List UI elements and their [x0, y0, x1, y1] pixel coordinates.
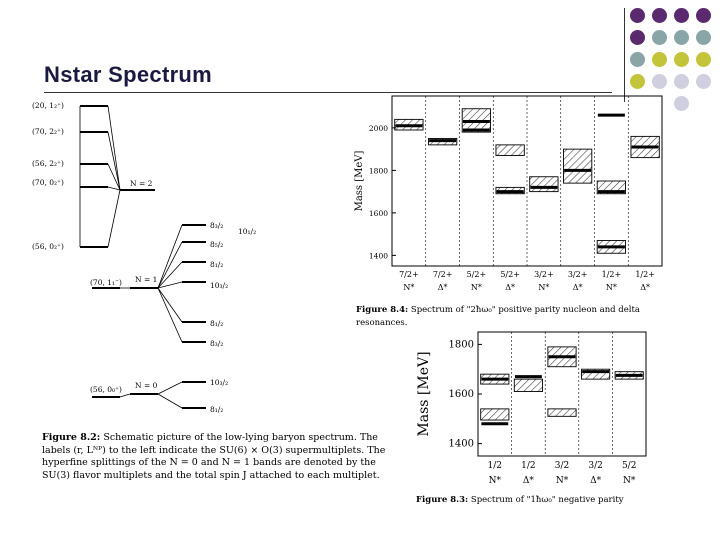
baryon-label: N*	[470, 283, 482, 292]
baryon-label: N*	[555, 476, 569, 486]
decor-dot	[696, 52, 711, 67]
experiment-box	[563, 149, 591, 183]
x-tick-label: 3/2	[554, 461, 570, 471]
y-tick-label: 1400	[368, 251, 388, 261]
fig82-n1-r5: 8₁/₂	[210, 319, 224, 328]
baryon-label: N*	[403, 283, 415, 292]
fig82-caption	[42, 432, 398, 482]
y-tick-label: 1800	[448, 339, 474, 351]
fig83-chart	[412, 326, 654, 494]
x-tick-label: 3/2+	[534, 270, 554, 279]
decor-dot	[696, 30, 711, 45]
fig82-n1-r6: 8₃/₂	[210, 339, 224, 348]
fig83-caption	[416, 494, 676, 507]
x-tick-label: 3/2+	[567, 270, 588, 279]
y-tick-label: 1600	[448, 389, 474, 400]
y-tick-label: 1400	[448, 438, 474, 450]
baryon-label: Δ*	[505, 283, 516, 292]
fig82-label-20: (20, 1₂⁺)	[32, 101, 64, 110]
x-tick-label: 5/2+	[466, 270, 487, 279]
x-tick-label: 7/2+	[399, 270, 419, 279]
decor-dot	[674, 30, 689, 45]
decor-dot	[652, 30, 667, 45]
decor-dot	[630, 52, 645, 67]
baryon-label: Δ*	[640, 283, 651, 292]
fig82-label-70-2: (70, 2₂⁺)	[32, 127, 64, 136]
fig82-n1-r2: 8₅/₂	[210, 240, 224, 249]
fig82-n0-r1: 8₁/₂	[210, 405, 224, 414]
experiment-box	[530, 177, 558, 192]
fig82-label-n2: N = 2	[130, 179, 153, 188]
baryon-label: Δ*	[572, 283, 583, 292]
y-tick-label: 1800	[368, 166, 388, 176]
decor-dot	[652, 52, 667, 67]
fig82-n0-r0: 10₃/₂	[210, 378, 229, 387]
y-axis-label: Mass [MeV]	[354, 150, 365, 212]
fig82-label-56-0: (56, 0₂⁺)	[32, 242, 64, 251]
decor-vertical-rule	[624, 8, 625, 102]
baryon-label: Δ*	[522, 476, 534, 486]
baryon-label: N*	[623, 476, 636, 486]
x-tick-label: 1/2+	[635, 270, 655, 279]
fig83-caption-label: Figure 8.3:	[416, 495, 469, 505]
x-tick-label: 1/2+	[601, 270, 622, 279]
decor-dot	[652, 74, 667, 89]
baryon-label: N*	[538, 283, 550, 292]
x-tick-label: 7/2+	[432, 270, 453, 279]
x-tick-label: 1/2	[521, 461, 536, 471]
fig82-label-70-1: (70, 1₁⁻)	[90, 278, 122, 287]
decor-dot	[652, 8, 667, 23]
fig84-caption-label: Figure 8.4:	[356, 305, 409, 315]
decor-dot	[674, 96, 689, 111]
fig83-caption-text: Spectrum of "1ħω₀" negative parity	[470, 495, 624, 505]
x-tick-label: 5/2+	[500, 270, 520, 279]
fig82-n1-r0: 8₃/₂	[210, 221, 224, 230]
slide-title: Nstar Spectrum	[44, 62, 213, 87]
experiment-box	[514, 379, 542, 391]
x-tick-label: 5/2	[621, 461, 637, 471]
fig82-label-70-0: (70, 0₂⁺)	[32, 178, 64, 187]
decor-dot	[696, 74, 711, 89]
x-tick-label: 3/2	[588, 461, 603, 471]
baryon-label: Δ*	[437, 283, 448, 292]
experiment-box	[496, 145, 524, 156]
decor-dot	[696, 8, 711, 23]
decor-dot	[630, 8, 645, 23]
y-tick-label: 2000	[368, 123, 388, 133]
decor-dot	[630, 74, 645, 89]
experiment-box	[481, 409, 509, 420]
fig82-label-56-0-ground: (56, 0₀⁺)	[90, 385, 122, 394]
fig82-n1-r1: 10₁/₂	[238, 227, 257, 236]
experiment-box	[548, 409, 576, 416]
x-tick-label: 1/2	[487, 461, 503, 471]
baryon-label: N*	[605, 283, 617, 292]
y-tick-label: 1600	[368, 208, 388, 218]
fig82-n1-r3: 8₁/₂	[210, 260, 224, 269]
fig84-caption-text: Spectrum of "2ħω₀" positive parity nucleon and delta resonances.	[356, 305, 640, 328]
fig82-caption-label: Figure 8.2:	[42, 432, 101, 443]
fig82-n1-r4: 10₃/₂	[210, 281, 229, 290]
fig82-label-56-2: (56, 2₂⁺)	[32, 159, 64, 168]
decor-dot	[674, 52, 689, 67]
fig82-level-diagram	[30, 92, 282, 426]
fig82-label-n0: N = 0	[135, 381, 158, 390]
baryon-label: Δ*	[590, 476, 602, 486]
fig82-label-n1: N = 1	[135, 275, 158, 284]
y-axis-label: Mass [MeV]	[416, 351, 432, 437]
decor-dot	[630, 30, 645, 45]
fig84-chart	[350, 90, 672, 298]
baryon-label: N*	[488, 476, 501, 486]
decor-dot	[674, 74, 689, 89]
fig82-caption-text: Schematic picture of the low-lying baryon spectrum. The labels (r, Lᴺᴾ) to the left indicate the SU(6) × O(3) supermultiplets. The hyperfine splittings of the N = 0 and N = 1 bands are denoted by the SU(3) flavor multiplets and the total spin J attached to each multiplet.	[42, 432, 386, 481]
decor-dot	[674, 8, 689, 23]
